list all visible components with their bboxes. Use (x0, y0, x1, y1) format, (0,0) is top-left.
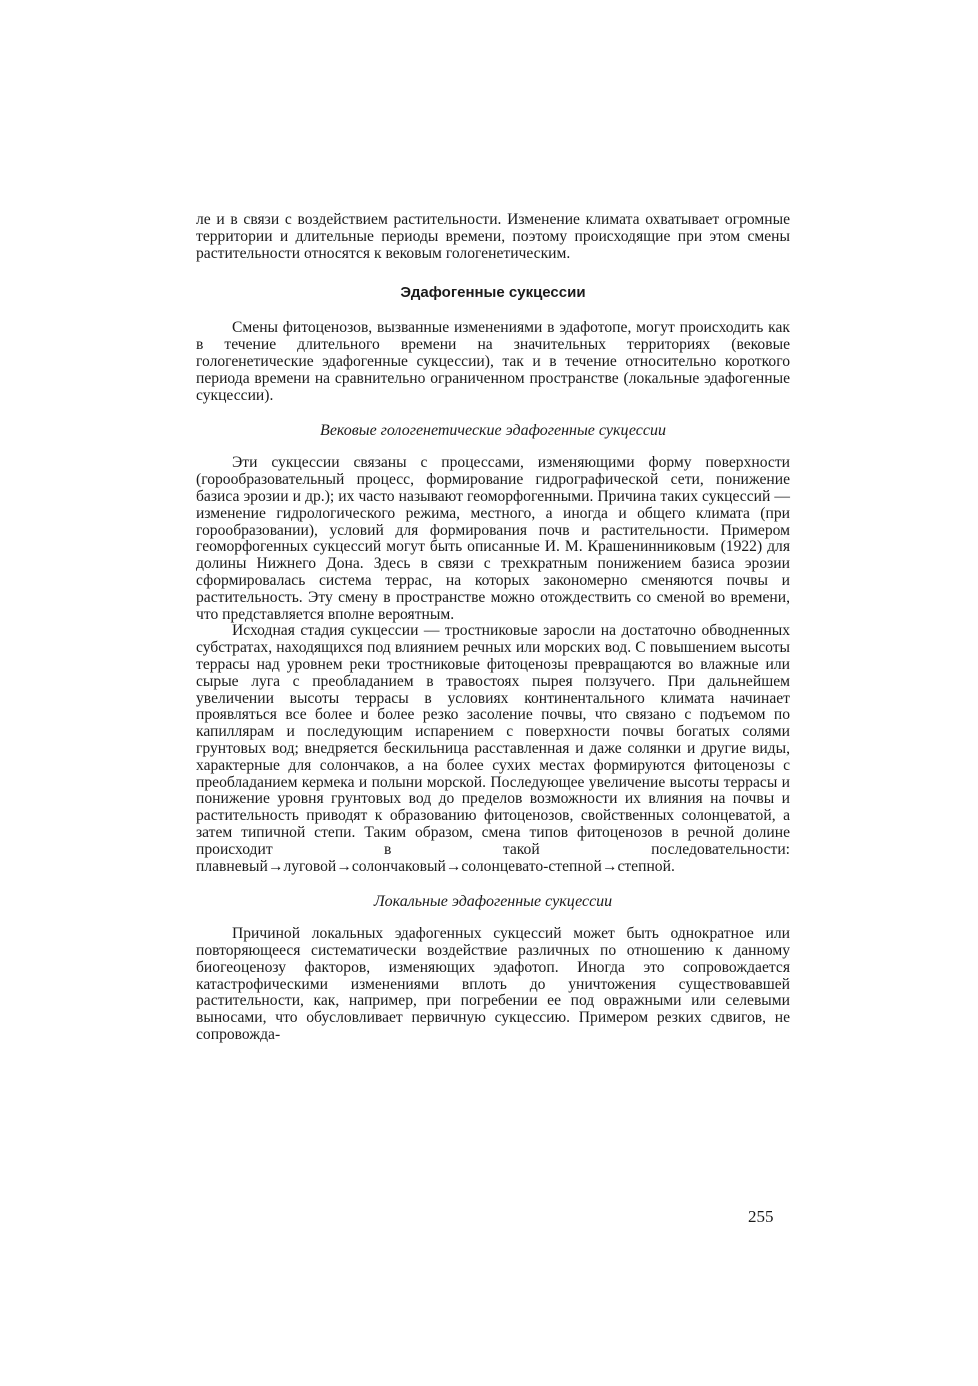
spacer (196, 302, 790, 320)
subsection-title-1: Вековые гологенетические эдафогенные сукцессии (320, 422, 666, 440)
intro-paragraph: ле и в связи с воздействием растительности. Изменение климата охватывает огромные территории и длительные периоды времени, поэтому происходящие при этом смены растительности относятся к вековым гологенетическим. (196, 211, 790, 262)
subsection-title-2: Локальные эдафогенные сукцессии (373, 893, 613, 911)
page-number: 255 (748, 1207, 774, 1226)
spacer (196, 875, 790, 893)
spacer (196, 404, 790, 422)
spacer (196, 440, 790, 455)
subsection-2-paragraph: Причиной локальных эдафогенных сукцессий может быть однократное или повторяющееся систематически воздействие различных по отношению к данному биогеоценозу факторов, изменяющих эдафотоп. Иногда это сопровождается катастрофическими изменениями вплоть до уничтожения существовавшей растительности, как, например, при погребении ее под овражными или селевыми выносами, что обусловливает первичную сукцессию. Примером резких сдвигов, не сопровожда- (196, 925, 790, 1044)
section-paragraph: Смены фитоценозов, вызванные изменениями в эдафотопе, могут происходить как в течение длительного времени на значительных территориях (вековые гологенетические эдафогенные сукцессии), так и в течение относительно короткого периода времени на сравнительно ограниченном пространстве (локальные эдафогенные сукцессии). (196, 319, 790, 404)
section-title: Эдафогенные сукцессии (400, 284, 586, 302)
spacer (196, 911, 790, 926)
subsection-1-paragraph-2: Исходная стадия сукцессии — тростниковые заросли на достаточно обводненных субстратах, находящихся под влиянием речных или морских вод. С повышением высоты террасы над уровнем реки тростниковые фитоценозы превращаются во влажные или сырые луга с преобладанием в травостоях пырея ползучего. При дальнейшем увеличении высоты террасы в условиях континентального климата начинает проявляться все более и более резко засоление почвы, что связано с подъемом по капиллярам и последующим испарением с поверхности почвы богатых солями грунтовых вод; внедряется бескильница расставленная и даже солянки и другие виды, характерные для солончаков, а на более сухих местах формируются фитоценозы с преобладанием кермека и полыни морской. Последующее увеличение высоты террасы и понижение уровня грунтовых вод до пределов возможности их влияния на почвы и растительность приводят к образованию фитоценозов, свойственных солонцеватой, а затем типичной степи. Таким образом, смена типов фитоценозов в речной долине происходит в такой последовательности: плавневый→луговой→солончаковый→солонцевато-степной→степной. (196, 622, 790, 875)
subsection-1-paragraph-1: Эти сукцессии связаны с процессами, изменяющими форму поверхности (горообразовательный процесс, формирование гидрографической сети, понижение базиса эрозии и др.); их часто называют геоморфогенными. Причина таких сукцессий — изменение гидрологического режима, местного, а иногда и общего климата (при горообразовании), условий для формирования почв и растительности. Примером геоморфогенных сукцессий могут быть описанные И. М. Крашенинниковым (1922) для долины Нижнего Дона. Здесь в связи с трехкратным понижением базиса эрозии сформировалась система террас, на которых закономерно сменяются почвы и растительность. Эту смену в пространстве можно отождествить со сменой во времени, что представляется вполне вероятным. (196, 454, 790, 623)
page-body (196, 212, 790, 1044)
